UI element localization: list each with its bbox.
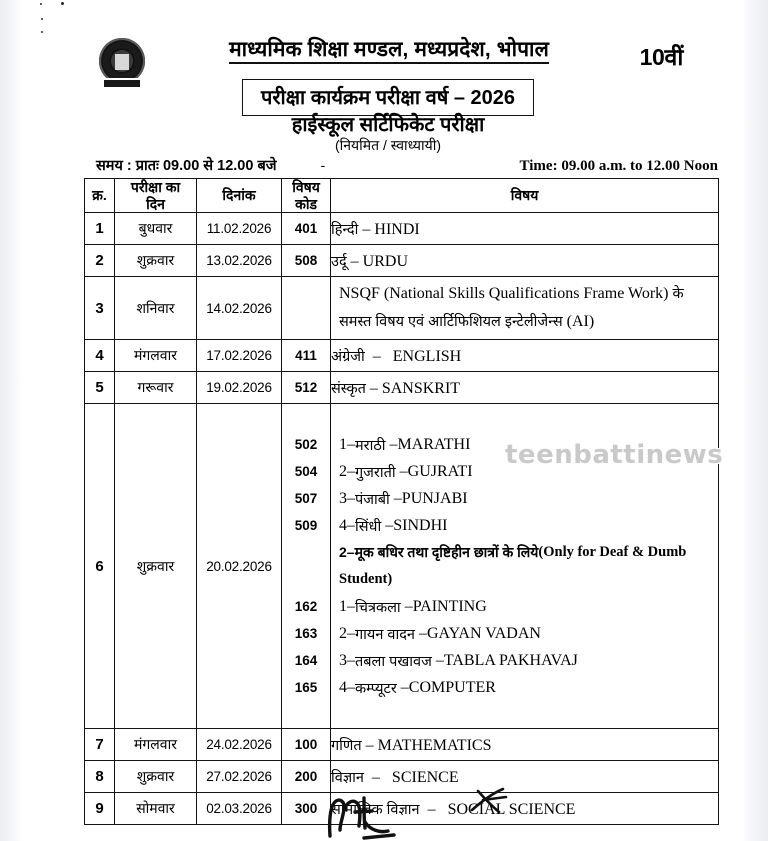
table-row-nsqf [85,277,719,340]
row-subject-separator: – [367,768,388,786]
row-subject-hindi: संस्कृत [331,380,366,397]
row-code: 512 [282,372,331,404]
nsqf-line2-english-tail: (AI) [566,313,595,331]
row-subject-separator: – [362,220,375,238]
language-code: 163 [294,626,318,642]
language-subject [331,431,718,458]
row-date: 27.02.2026 [197,761,282,793]
language-code: 507 [294,491,318,507]
nsqf-line1-hindi-tail: के [672,286,684,303]
exam-schedule-table [84,178,719,825]
special-note-hindi: 2–मूक बधिर तथा दृष्टिहीन छात्रों के लिये [339,544,539,561]
language-subject-english: PUNJABI [401,489,468,507]
special-note-english-cont: Student) [339,571,393,588]
row-languages-content [282,404,719,729]
exam-program-label: परीक्षा कार्यक्रम परीक्षा वर्ष – [260,87,465,109]
language-index: 4– [339,516,355,534]
language-subject-hindi: तबला पखावज [355,653,432,670]
time-dash: - [320,157,326,173]
table-row [85,245,719,277]
row-subject-hindi: हिन्दी [331,221,359,238]
languages-subject-column [331,404,718,728]
language-separator: – [396,678,409,696]
table-header-row [85,179,719,213]
row-code [282,277,331,340]
language-subject [331,458,718,485]
row-code: 401 [282,213,331,245]
table-row-languages [85,404,719,729]
language-index: 3– [339,651,355,669]
column-header-code-l2: कोड [295,195,317,212]
special-category-note-line2 [331,566,718,593]
row-subject [331,761,719,793]
column-header-serial [85,179,115,213]
row-subject [331,729,719,761]
language-subject-hindi: गायन वादन [355,626,415,643]
language-index: 4– [339,678,355,696]
column-header-date-l1: दिनांक [222,187,256,204]
cross-mark-signature-icon [465,786,509,816]
row-subject [331,213,719,245]
row-subject-english: SCIENCE [391,768,459,786]
language-separator: – [395,462,408,480]
special-note-english: (Only for Deaf & Dumb [538,544,687,561]
language-subject-english: GUJRATI [407,462,473,480]
row-subject-hindi: विज्ञान [331,769,364,786]
scan-speck [61,2,64,5]
language-subject-english: PAINTING [412,597,487,615]
language-subject-english: COMPUTER [408,678,496,696]
scan-speck [40,3,42,5]
column-header-subject [331,179,719,213]
row-serial: 1 [85,213,115,245]
table-row [85,340,719,372]
language-code: 162 [294,599,318,615]
exam-time-hindi: समय : प्रातः 09.00 से 12.00 बजे [96,158,277,174]
row-subject-nsqf [331,277,719,340]
row-date: 20.02.2026 [197,404,282,729]
class-badge: 10वीं [639,44,683,70]
row-subject-english: HINDI [374,220,420,238]
column-header-serial-l1: क्र. [92,187,107,204]
language-subject [331,485,718,512]
row-date: 13.02.2026 [197,245,282,277]
language-subject [331,512,718,539]
code-spacer [282,566,330,593]
row-subject-separator: – [368,347,389,365]
exam-time-row [96,155,718,175]
row-date: 14.02.2026 [197,277,282,340]
language-index: 2– [339,624,355,642]
column-header-code-l1: विषय [292,179,320,195]
language-subject-hindi: सिंधी [355,518,382,535]
language-subject-hindi: कम्प्यूटर [355,680,397,697]
row-day: शुक्रवार [115,404,197,729]
row-code: 100 [282,729,331,761]
row-serial: 3 [85,277,115,340]
row-code: 411 [282,340,331,372]
row-subject-english: SANSKRIT [381,379,461,397]
row-day: मंगलवार [115,729,197,761]
language-index: 1– [339,435,355,453]
row-day: शुक्रवार [115,245,197,277]
exam-mode: (नियमित / स्वाध्यायी) [334,137,442,153]
special-category-note-line1 [331,539,718,566]
row-subject-separator: – [365,736,378,754]
code-spacer [282,539,330,566]
table-row [85,729,719,761]
column-header-subject-code [282,179,331,213]
row-day: बुधवार [115,213,197,245]
language-subject-english: TABLA PAKHAVAJ [443,651,578,669]
row-serial: 6 [85,404,115,729]
watermark: teenbattinews [505,440,724,470]
language-subject [331,593,718,620]
language-separator: – [381,516,394,534]
subject-spacer [331,701,718,728]
row-serial: 9 [85,793,115,825]
nsqf-line1-english: NSQF (National Skills Qualifications Frame Work) [339,285,669,303]
row-date: 17.02.2026 [197,340,282,372]
languages-code-column [282,404,331,728]
nsqf-line2-hindi: समस्त विषय एवं आर्टिफिशियल इन्टेलीजेन्स [339,314,563,331]
row-subject [331,340,719,372]
subject-spacer [331,404,718,431]
scan-speck [41,31,43,33]
row-subject-hindi: सामाजिक विज्ञान [331,801,420,818]
nsqf-line-2 [339,308,714,336]
row-subject-english: SOCIAL SCIENCE [447,800,576,818]
row-subject-english: URDU [362,252,408,270]
language-subject-hindi: चित्रकला [355,599,401,616]
language-separator: – [385,435,398,453]
column-header-date [197,179,282,213]
table-row [85,213,719,245]
row-subject [331,372,719,404]
language-code: 165 [294,680,318,696]
language-index: 2– [339,462,355,480]
language-separator: – [414,624,427,642]
exam-time-english: Time: 09.00 a.m. to 12.00 Noon [519,158,718,174]
row-subject-english: ENGLISH [392,347,462,365]
language-code: 164 [294,653,318,669]
row-day: गरूवार [115,372,197,404]
language-code: 504 [294,464,318,480]
column-header-day-l1: परीक्षा का [130,179,181,195]
language-subject-english: GAYAN VADAN [426,624,541,642]
column-header-subject-l1: विषय [510,187,539,204]
signature-icon [320,792,410,840]
row-subject [331,245,719,277]
row-date: 24.02.2026 [197,729,282,761]
nsqf-line-1 [339,280,714,308]
language-separator: – [431,651,444,669]
language-subject-english: SINDHI [393,516,448,534]
table-row [85,761,719,793]
row-serial: 4 [85,340,115,372]
row-subject-separator: – [350,252,363,270]
row-serial: 5 [85,372,115,404]
language-subject [331,674,718,701]
row-day: शनिवार [115,277,197,340]
organization-title-text: माध्यमिक शिक्षा मण्डल, मध्यप्रदेश, भोपाल [229,38,549,64]
language-code: 509 [294,518,318,534]
language-subject-hindi: पंजाबी [355,491,390,508]
language-subject-hindi: गुजराती [355,464,396,481]
exam-name: हाईस्कूल सर्टिफिकेट परीक्षा [291,114,485,136]
language-subject-english: MARATHI [397,435,471,453]
exam-year: 2026 [470,87,516,109]
row-date: 19.02.2026 [197,372,282,404]
column-header-day-l2: दिन [146,195,165,212]
row-code: 300 [282,793,331,825]
row-subject-hindi: अंग्रेजी [331,348,365,365]
scan-speck [41,18,43,20]
row-subject-hindi: गणित [331,737,362,754]
language-subject [331,647,718,674]
row-code: 200 [282,761,331,793]
language-separator: – [400,597,413,615]
row-serial: 8 [85,761,115,793]
table-row [85,372,719,404]
language-code: 502 [294,437,318,453]
language-separator: – [389,489,402,507]
language-index: 3– [339,489,355,507]
row-serial: 2 [85,245,115,277]
row-code: 508 [282,245,331,277]
language-subject [331,620,718,647]
row-day: शुक्रवार [115,761,197,793]
row-date: 02.03.2026 [197,793,282,825]
row-subject-english: MATHEMATICS [377,736,492,754]
code-spacer [282,701,330,728]
row-serial: 7 [85,729,115,761]
row-date: 11.02.2026 [197,213,282,245]
row-subject-hindi: उर्दू [331,253,347,270]
row-subject-separator: – [423,800,444,818]
row-subject-separator: – [369,379,382,397]
row-day: मंगलवार [115,340,197,372]
row-day: सोमवार [115,793,197,825]
column-header-day [115,179,197,213]
code-spacer [282,404,330,431]
language-index: 1– [339,597,355,615]
language-subject-hindi: मराठी [355,437,386,454]
